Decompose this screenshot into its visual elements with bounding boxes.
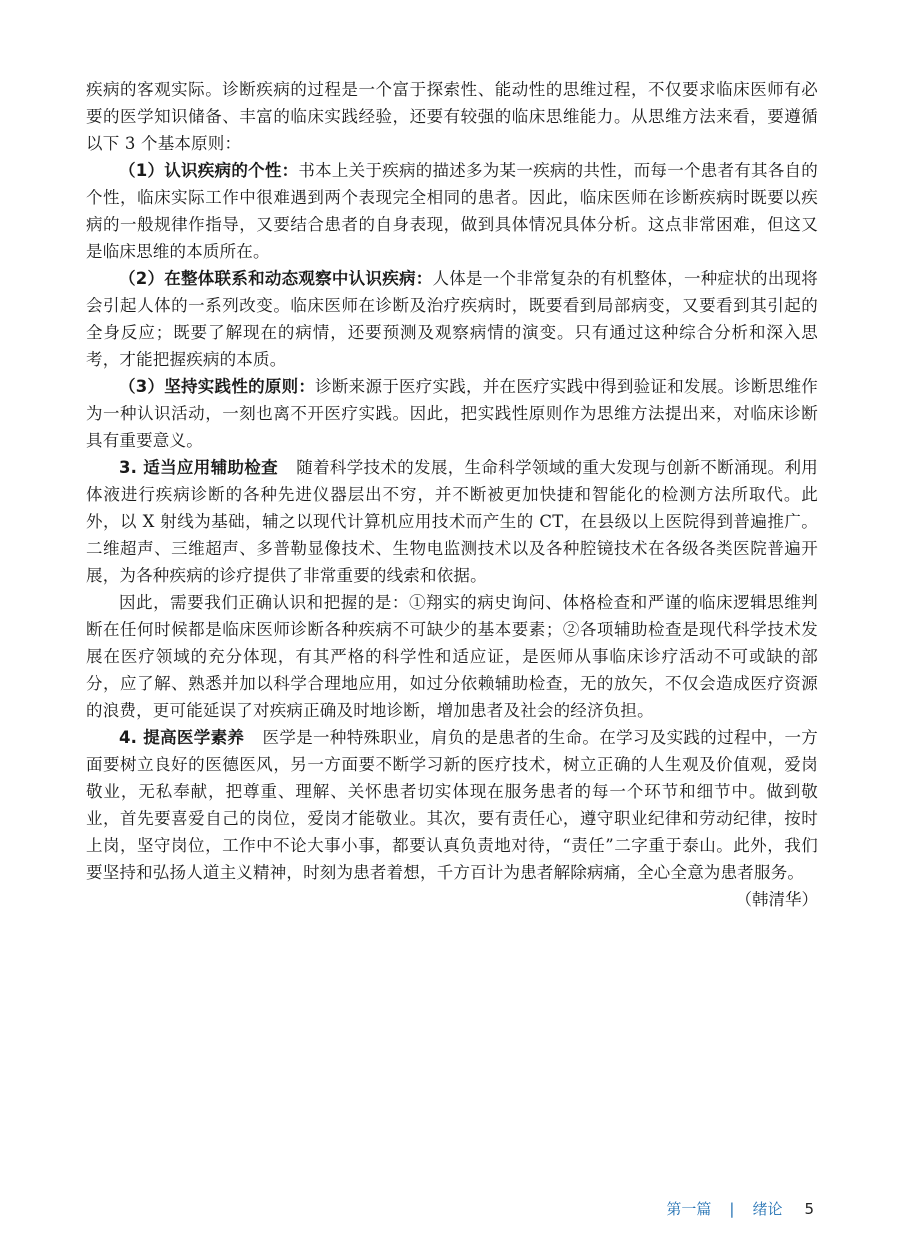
paragraph-intro: 疾病的客观实际。诊断疾病的过程是一个富于探索性、能动性的思维过程，不仅要求临床医师有必要的医学知识储备、丰富的临床实践经验，还要有较强的临床思维能力。从思维方法来看，要遵循以下 3 个基本原则： xyxy=(86,80,818,153)
paragraph-principle-1 xyxy=(86,157,818,265)
author-signature: （韩清华） xyxy=(735,890,818,909)
principle-2-heading: （2）在整体联系和动态观察中认识疾病： xyxy=(119,269,433,288)
section-3-text: 随着科学技术的发展，生命科学领域的重大发现与创新不断涌现。利用体液进行疾病诊断的各种先进仪器层出不穷，并不断被更加快捷和智能化的检测方法所取代。此外，以 X 射线为基础，辅之以现代计算机应用技术而产生的 CT，在县级以上医院得到普遍推广。二维超声、三维超声、多普勒显像技术、生物电监测技术以及各种腔镜技术在各级各类医院普遍开展，为各种疾病的诊疗提供了非常重要的线索和依据。 xyxy=(86,458,818,585)
page-body xyxy=(86,76,818,913)
footer-part: 第一篇 xyxy=(666,1200,712,1218)
section-4-text: 医学是一种特殊职业，肩负的是患者的生命。在学习及实践的过程中，一方面要树立良好的医德医风，另一方面要不断学习新的医疗技术，树立正确的人生观及价值观，爱岗敬业，无私奉献，把尊重、理解、关怀患者切实体现在服务患者的每一个环节和细节中。做到敬业，首先要喜爱自己的岗位，爱岗才能敬业。其次，要有责任心，遵守职业纪律和劳动纪律，按时上岗，坚守岗位，工作中不论大事小事，都要认真负责地对待，“责任”二字重于泰山。此外，我们要坚持和弘扬人道主义精神，时刻为患者着想，千方百计为患者解除病痛，全心全意为患者服务。 xyxy=(86,728,818,882)
principle-1-heading: （1）认识疾病的个性： xyxy=(119,161,299,180)
paragraph-principle-2 xyxy=(86,265,818,373)
principle-1-text: 书本上关于疾病的描述多为某一疾病的共性，而每一个患者有其各自的个性，临床实际工作中很难遇到两个表现完全相同的患者。因此，临床医师在诊断疾病时既要以疾病的一般规律作指导，又要结合患者的自身表现，做到具体情况具体分析。这点非常困难，但这又是临床思维的本质所在。 xyxy=(86,161,818,261)
paragraph-principle-3 xyxy=(86,373,818,454)
footer-chapter: 绪论 xyxy=(752,1200,783,1218)
principle-3-text: 诊断来源于医疗实践，并在医疗实践中得到验证和发展。诊断思维作为一种认识活动，一刻也离不开医疗实践。因此，把实践性原则作为思维方法提出来，对临床诊断具有重要意义。 xyxy=(86,377,819,450)
paragraph-conclusion: 因此，需要我们正确认识和把握的是：①翔实的病史询问、体格检查和严谨的临床逻辑思维判断在任何时候都是临床医师诊断各种疾病不可缺少的基本要素；②各项辅助检查是现代科学技术发展在医疗领域的充分体现，有其严格的科学性和适应证，是医师从事临床诊疗活动不可或缺的部分，应了解、熟悉并加以科学合理地应用，如过分依赖辅助检查，无的放矢，不仅会造成医疗资源的浪费，更可能延误了对疾病正确及时地诊断，增加患者及社会的经济负担。 xyxy=(86,593,818,720)
principle-2-text: 人体是一个非常复杂的有机整体，一种症状的出现将会引起人体的一系列改变。临床医师在诊断及治疗疾病时，既要看到局部病变，又要看到其引起的全身反应；既要了解现在的病情，还要预测及观察病情的演变。只有通过这种综合分析和深入思考，才能把握疾病的本质。 xyxy=(86,269,819,369)
paragraph-section-3 xyxy=(86,454,818,589)
principle-3-heading: （3）坚持实践性的原则： xyxy=(119,377,316,396)
section-4-heading: 4. 提高医学素养 xyxy=(119,728,245,747)
footer-separator: | xyxy=(729,1199,735,1218)
page-number: 5 xyxy=(804,1199,814,1218)
section-3-heading: 3. 适当应用辅助检查 xyxy=(119,458,278,477)
paragraph-section-4 xyxy=(86,724,818,886)
page-footer xyxy=(666,1198,814,1219)
